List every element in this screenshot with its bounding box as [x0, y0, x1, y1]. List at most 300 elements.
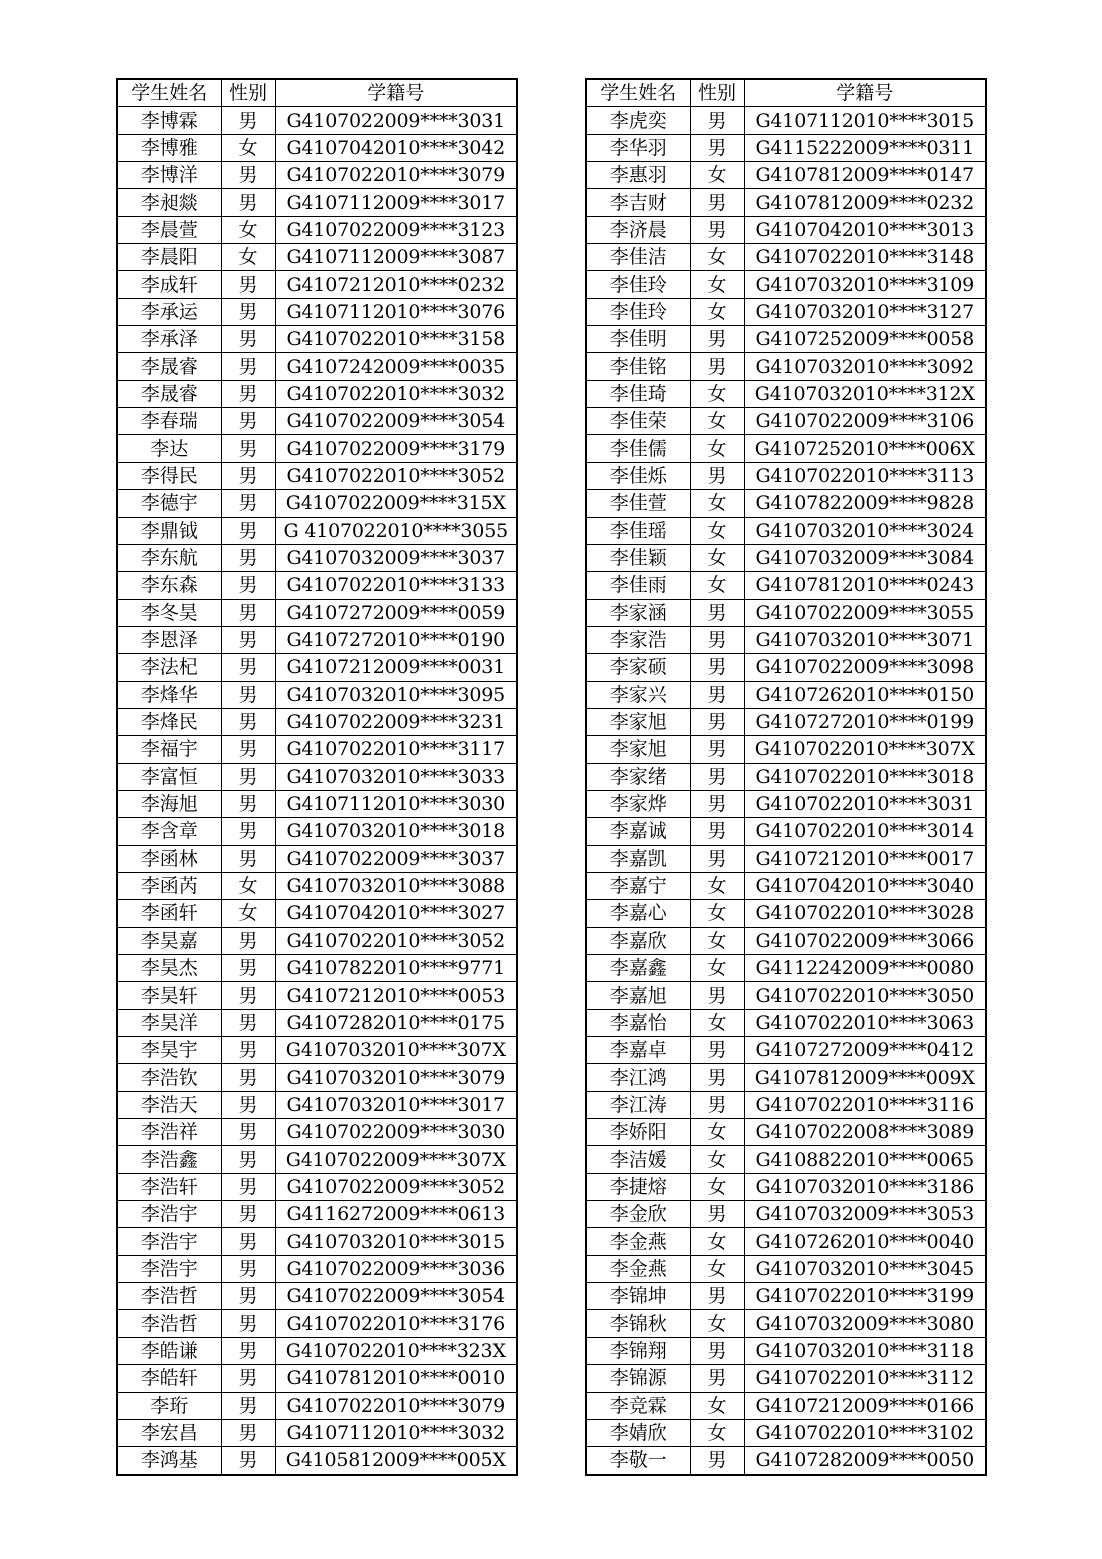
table-row	[586, 1064, 986, 1091]
table-row	[117, 326, 517, 353]
gender-cell: 男	[221, 599, 275, 626]
gender-cell: 男	[221, 708, 275, 735]
student-id-cell: G4107032009****3037	[275, 544, 517, 571]
table-row	[117, 1173, 517, 1200]
gender-cell: 女	[690, 490, 744, 517]
table-row	[586, 490, 986, 517]
table-row	[586, 1119, 986, 1146]
student-name-cell: 李虎奕	[586, 107, 690, 134]
student-id-cell: G4115222009****0311	[744, 134, 986, 161]
table-row	[117, 845, 517, 872]
table-row	[586, 1201, 986, 1228]
student-name-cell: 李博霖	[117, 107, 221, 134]
student-name-cell: 李浩哲	[117, 1310, 221, 1337]
gender-cell: 男	[690, 326, 744, 353]
table-row	[117, 544, 517, 571]
gender-cell: 女	[690, 955, 744, 982]
table-row	[117, 1146, 517, 1173]
student-id-cell: G4112242009****0080	[744, 955, 986, 982]
gender-cell: 男	[221, 763, 275, 790]
student-id-cell: G4107022010****3014	[744, 818, 986, 845]
table-row	[586, 1091, 986, 1118]
table-row	[117, 927, 517, 954]
table-row	[117, 1037, 517, 1064]
student-id-cell: G4107242009****0035	[275, 353, 517, 380]
table-row	[586, 1365, 986, 1392]
gender-cell: 男	[690, 845, 744, 872]
student-name-cell: 李承泽	[117, 326, 221, 353]
table-row	[117, 872, 517, 899]
gender-cell: 男	[690, 1201, 744, 1228]
student-name-cell: 李浩宇	[117, 1255, 221, 1282]
student-id-cell: G4107032010****3088	[275, 872, 517, 899]
student-id-cell: G4107022009****3037	[275, 845, 517, 872]
table-row	[586, 845, 986, 872]
gender-cell: 女	[221, 244, 275, 271]
student-id-cell: G4107022010****3116	[744, 1091, 986, 1118]
table-row	[117, 626, 517, 653]
table-row	[117, 298, 517, 325]
student-id-cell: G4107022010****3032	[275, 380, 517, 407]
student-name-cell: 李晟睿	[117, 380, 221, 407]
student-name-cell: 李昊宇	[117, 1037, 221, 1064]
table-row	[117, 1365, 517, 1392]
gender-cell: 女	[690, 1009, 744, 1036]
student-name-cell: 李函林	[117, 845, 221, 872]
student-name-cell: 李嘉凯	[586, 845, 690, 872]
gender-cell: 男	[690, 1064, 744, 1091]
student-id-cell: G4107112010****3076	[275, 298, 517, 325]
gender-cell: 女	[690, 1392, 744, 1419]
table-row	[117, 736, 517, 763]
student-id-cell: G4107212009****0031	[275, 654, 517, 681]
student-id-cell: G4107032010****3015	[275, 1228, 517, 1255]
student-id-cell: G4107032010****3079	[275, 1064, 517, 1091]
student-id-cell: G4107022010****3176	[275, 1310, 517, 1337]
gender-cell: 男	[690, 1037, 744, 1064]
table-row	[586, 1009, 986, 1036]
student-id-cell: G4105812009****005X	[275, 1447, 517, 1475]
gender-cell: 男	[690, 708, 744, 735]
gender-cell: 男	[221, 107, 275, 134]
header-id: 学籍号	[744, 79, 986, 107]
table-row	[586, 818, 986, 845]
gender-cell: 男	[221, 162, 275, 189]
gender-cell: 女	[690, 572, 744, 599]
student-name-cell: 李嘉旭	[586, 982, 690, 1009]
student-id-cell: G4107032009****3053	[744, 1201, 986, 1228]
student-name-cell: 李竞霖	[586, 1392, 690, 1419]
table-row	[117, 134, 517, 161]
header-row	[117, 79, 517, 107]
student-id-cell: G4107022010****3117	[275, 736, 517, 763]
gender-cell: 女	[690, 408, 744, 435]
gender-cell: 男	[221, 353, 275, 380]
gender-cell: 女	[690, 1146, 744, 1173]
gender-cell: 男	[221, 818, 275, 845]
table-row	[586, 462, 986, 489]
student-id-cell: G4107262010****0150	[744, 681, 986, 708]
gender-cell: 男	[690, 462, 744, 489]
student-name-cell: 李春瑞	[117, 408, 221, 435]
table-row	[586, 790, 986, 817]
student-name-cell: 李佳萱	[586, 490, 690, 517]
header-gender: 性别	[221, 79, 275, 107]
gender-cell: 女	[690, 517, 744, 544]
student-id-cell: G4107022009****3030	[275, 1119, 517, 1146]
student-name-cell: 李佳颖	[586, 544, 690, 571]
student-id-cell: G4107272010****0199	[744, 708, 986, 735]
student-name-cell: 李济晨	[586, 216, 690, 243]
table-row	[117, 599, 517, 626]
student-name-cell: 李洁媛	[586, 1146, 690, 1173]
gender-cell: 女	[690, 544, 744, 571]
gender-cell: 男	[221, 435, 275, 462]
student-id-cell: G4107032010****3017	[275, 1091, 517, 1118]
student-name-cell: 李东航	[117, 544, 221, 571]
student-id-cell: G4107812009****0232	[744, 189, 986, 216]
table-row	[117, 900, 517, 927]
table-row	[586, 298, 986, 325]
student-name-cell: 李海旭	[117, 790, 221, 817]
student-name-cell: 李博洋	[117, 162, 221, 189]
student-id-cell: G4107032010****3033	[275, 763, 517, 790]
gender-cell: 女	[221, 134, 275, 161]
gender-cell: 女	[690, 162, 744, 189]
student-name-cell: 李昊嘉	[117, 927, 221, 954]
student-name-cell: 李昊轩	[117, 982, 221, 1009]
table-row	[586, 1337, 986, 1364]
gender-cell: 男	[690, 599, 744, 626]
student-name-cell: 李达	[117, 435, 221, 462]
student-name-cell: 李家旭	[586, 736, 690, 763]
student-id-cell: G4107272009****0059	[275, 599, 517, 626]
table-row	[586, 1173, 986, 1200]
student-name-cell: 李嘉鑫	[586, 955, 690, 982]
table-row	[117, 1419, 517, 1446]
gender-cell: 女	[690, 1310, 744, 1337]
student-id-cell: G4107042010****3040	[744, 872, 986, 899]
table-row	[586, 517, 986, 544]
table-row	[586, 408, 986, 435]
student-id-cell: G4107032009****3084	[744, 544, 986, 571]
gender-cell: 男	[690, 681, 744, 708]
gender-cell: 女	[221, 872, 275, 899]
student-name-cell: 李嘉怡	[586, 1009, 690, 1036]
gender-cell: 女	[690, 900, 744, 927]
student-name-cell: 李鸿基	[117, 1447, 221, 1475]
student-id-cell: G4107022009****3055	[744, 599, 986, 626]
student-name-cell: 李法杞	[117, 654, 221, 681]
gender-cell: 男	[221, 1447, 275, 1475]
gender-cell: 男	[221, 1310, 275, 1337]
student-name-cell: 李昶燚	[117, 189, 221, 216]
gender-cell: 女	[690, 1228, 744, 1255]
gender-cell: 女	[690, 380, 744, 407]
table-row	[586, 107, 986, 134]
gender-cell: 男	[221, 1037, 275, 1064]
gender-cell: 男	[221, 845, 275, 872]
student-name-cell: 李家绪	[586, 763, 690, 790]
student-name-cell: 李嘉诚	[586, 818, 690, 845]
student-name-cell: 李浩宇	[117, 1228, 221, 1255]
table-row	[586, 872, 986, 899]
student-id-cell: G4107022009****3123	[275, 216, 517, 243]
student-name-cell: 李家烨	[586, 790, 690, 817]
gender-cell: 男	[221, 298, 275, 325]
student-name-cell: 李家兴	[586, 681, 690, 708]
student-name-cell: 李佳荣	[586, 408, 690, 435]
table-row	[117, 244, 517, 271]
student-id-cell: G4107252010****006X	[744, 435, 986, 462]
gender-cell: 男	[221, 189, 275, 216]
table-row	[586, 681, 986, 708]
student-id-cell: G4107022010****3102	[744, 1419, 986, 1446]
student-id-cell: G4107112010****3032	[275, 1419, 517, 1446]
student-name-cell: 李德宇	[117, 490, 221, 517]
student-name-cell: 李家浩	[586, 626, 690, 653]
student-name-cell: 李浩钦	[117, 1064, 221, 1091]
student-name-cell: 李浩鑫	[117, 1146, 221, 1173]
header-gender: 性别	[690, 79, 744, 107]
student-name-cell: 李函轩	[117, 900, 221, 927]
student-id-cell: G4107032010****3071	[744, 626, 986, 653]
student-name-cell: 李金欣	[586, 1201, 690, 1228]
gender-cell: 男	[221, 1201, 275, 1228]
student-id-cell: G4107282010****0175	[275, 1009, 517, 1036]
student-id-cell: G4108822010****0065	[744, 1146, 986, 1173]
table-row	[586, 654, 986, 681]
gender-cell: 女	[690, 298, 744, 325]
gender-cell: 男	[221, 955, 275, 982]
gender-cell: 男	[221, 1283, 275, 1310]
student-name-cell: 李晨阳	[117, 244, 221, 271]
student-name-cell: 李烽民	[117, 708, 221, 735]
student-name-cell: 李博雅	[117, 134, 221, 161]
student-name-cell: 李东森	[117, 572, 221, 599]
student-name-cell: 李福宇	[117, 736, 221, 763]
student-id-cell: G4107022010****3031	[744, 790, 986, 817]
gender-cell: 男	[690, 1091, 744, 1118]
student-name-cell: 李嘉卓	[586, 1037, 690, 1064]
student-id-cell: G4107022008****3089	[744, 1119, 986, 1146]
student-id-cell: G4107022009****3066	[744, 927, 986, 954]
student-id-cell: G4107022009****3179	[275, 435, 517, 462]
table-row	[117, 1228, 517, 1255]
gender-cell: 女	[690, 1255, 744, 1282]
gender-cell: 男	[221, 271, 275, 298]
student-name-cell: 李富恒	[117, 763, 221, 790]
student-id-cell: G4107032010****3118	[744, 1337, 986, 1364]
student-id-cell: G4116272009****0613	[275, 1201, 517, 1228]
student-id-cell: G4107112009****3017	[275, 189, 517, 216]
gender-cell: 女	[690, 435, 744, 462]
header-row	[586, 79, 986, 107]
student-table-left	[116, 78, 518, 1476]
student-name-cell: 李婧欣	[586, 1419, 690, 1446]
student-id-cell: G4107022009****307X	[275, 1146, 517, 1173]
gender-cell: 男	[221, 1365, 275, 1392]
table-row	[117, 490, 517, 517]
student-name-cell: 李佳琦	[586, 380, 690, 407]
table-row	[586, 572, 986, 599]
student-id-cell: G4107022010****3028	[744, 900, 986, 927]
student-name-cell: 李佳玲	[586, 271, 690, 298]
student-id-cell: G4107822010****9771	[275, 955, 517, 982]
student-id-cell: G4107032010****3186	[744, 1173, 986, 1200]
student-id-cell: G4107022010****3133	[275, 572, 517, 599]
table-row	[117, 435, 517, 462]
gender-cell: 男	[221, 982, 275, 1009]
gender-cell: 女	[221, 216, 275, 243]
gender-cell: 男	[221, 517, 275, 544]
student-id-cell: G4107022009****3031	[275, 107, 517, 134]
student-name-cell: 李烽华	[117, 681, 221, 708]
student-id-cell: G4107812010****0243	[744, 572, 986, 599]
gender-cell: 男	[690, 189, 744, 216]
student-id-cell: G4107032010****3092	[744, 353, 986, 380]
student-id-cell: G4107812009****009X	[744, 1064, 986, 1091]
gender-cell: 女	[690, 271, 744, 298]
student-id-cell: G4107252009****0058	[744, 326, 986, 353]
table-row	[117, 1119, 517, 1146]
student-id-cell: G4107812010****0010	[275, 1365, 517, 1392]
student-id-cell: G4107022010****3079	[275, 162, 517, 189]
table-row	[586, 736, 986, 763]
student-id-cell: G4107022010****3199	[744, 1283, 986, 1310]
table-row	[586, 1037, 986, 1064]
gender-cell: 男	[221, 736, 275, 763]
student-name-cell: 李皓轩	[117, 1365, 221, 1392]
gender-cell: 女	[690, 1173, 744, 1200]
gender-cell: 男	[221, 544, 275, 571]
table-row	[586, 1310, 986, 1337]
student-name-cell: 李家涵	[586, 599, 690, 626]
student-name-cell: 李锦秋	[586, 1310, 690, 1337]
gender-cell: 男	[221, 1091, 275, 1118]
table-row	[586, 626, 986, 653]
student-name-cell: 李含章	[117, 818, 221, 845]
gender-cell: 男	[221, 326, 275, 353]
table-row	[586, 982, 986, 1009]
header-name: 学生姓名	[586, 79, 690, 107]
gender-cell: 男	[690, 982, 744, 1009]
student-id-cell: G4107212010****0017	[744, 845, 986, 872]
table-row	[586, 1228, 986, 1255]
student-name-cell: 李浩轩	[117, 1173, 221, 1200]
gender-cell: 男	[221, 462, 275, 489]
student-id-cell: G4107022009****3052	[275, 1173, 517, 1200]
student-id-cell: G4107112010****3015	[744, 107, 986, 134]
student-id-cell: G4107042010****3042	[275, 134, 517, 161]
student-name-cell: 李江涛	[586, 1091, 690, 1118]
table-row	[586, 763, 986, 790]
table-row	[586, 1419, 986, 1446]
student-name-cell: 李承运	[117, 298, 221, 325]
student-name-cell: 李佳玲	[586, 298, 690, 325]
student-id-cell: G4107022009****3231	[275, 708, 517, 735]
table-row	[117, 380, 517, 407]
table-row	[117, 955, 517, 982]
student-id-cell: G4107212009****0166	[744, 1392, 986, 1419]
student-id-cell: G4107042010****3013	[744, 216, 986, 243]
gender-cell: 男	[221, 681, 275, 708]
table-row	[586, 1255, 986, 1282]
student-id-cell: G4107022009****3036	[275, 1255, 517, 1282]
header-name: 学生姓名	[117, 79, 221, 107]
student-id-cell: G4107022010****323X	[275, 1337, 517, 1364]
table-row	[117, 982, 517, 1009]
gender-cell: 女	[690, 872, 744, 899]
student-name-cell: 李函芮	[117, 872, 221, 899]
student-id-cell: G4107262010****0040	[744, 1228, 986, 1255]
student-name-cell: 李皓谦	[117, 1337, 221, 1364]
student-name-cell: 李成轩	[117, 271, 221, 298]
table-row	[586, 134, 986, 161]
table-row	[586, 244, 986, 271]
student-name-cell: 李江鸿	[586, 1064, 690, 1091]
table-row	[117, 1201, 517, 1228]
table-row	[117, 1009, 517, 1036]
student-name-cell: 李敬一	[586, 1447, 690, 1475]
gender-cell: 女	[690, 927, 744, 954]
gender-cell: 男	[690, 1447, 744, 1475]
student-name-cell: 李家硕	[586, 654, 690, 681]
gender-cell: 男	[690, 654, 744, 681]
table-row	[586, 1447, 986, 1475]
table-row	[117, 1392, 517, 1419]
gender-cell: 男	[221, 572, 275, 599]
student-id-cell: G4107282009****0050	[744, 1447, 986, 1475]
table-row	[117, 572, 517, 599]
gender-cell: 男	[690, 626, 744, 653]
table-row	[586, 1283, 986, 1310]
student-id-cell: G4107042010****3027	[275, 900, 517, 927]
table-row	[586, 216, 986, 243]
student-name-cell: 李锦坤	[586, 1283, 690, 1310]
table-row	[586, 1146, 986, 1173]
gender-cell: 男	[221, 626, 275, 653]
student-name-cell: 李冬昊	[117, 599, 221, 626]
student-name-cell: 李金燕	[586, 1255, 690, 1282]
student-name-cell: 李华羽	[586, 134, 690, 161]
student-id-cell: G4107032010****3127	[744, 298, 986, 325]
student-id-cell: G4107032010****3024	[744, 517, 986, 544]
table-row	[117, 162, 517, 189]
student-name-cell: 李金燕	[586, 1228, 690, 1255]
student-name-cell: 李昊杰	[117, 955, 221, 982]
student-name-cell: 李浩天	[117, 1091, 221, 1118]
table-row	[117, 353, 517, 380]
student-name-cell: 李嘉欣	[586, 927, 690, 954]
student-id-cell: G4107212010****0053	[275, 982, 517, 1009]
table-row	[586, 927, 986, 954]
gender-cell: 男	[690, 353, 744, 380]
student-id-cell: G4107212010****0232	[275, 271, 517, 298]
table-row	[586, 900, 986, 927]
student-id-cell: G4107032010****3018	[275, 818, 517, 845]
student-id-cell: G4107022009****3054	[275, 1283, 517, 1310]
table-row	[586, 435, 986, 462]
table-row	[117, 708, 517, 735]
table-row	[586, 326, 986, 353]
student-name-cell: 李晟睿	[117, 353, 221, 380]
table-row	[117, 1337, 517, 1364]
table-row	[117, 1064, 517, 1091]
gender-cell: 女	[690, 244, 744, 271]
gender-cell: 男	[221, 1146, 275, 1173]
student-name-cell: 李昊洋	[117, 1009, 221, 1036]
